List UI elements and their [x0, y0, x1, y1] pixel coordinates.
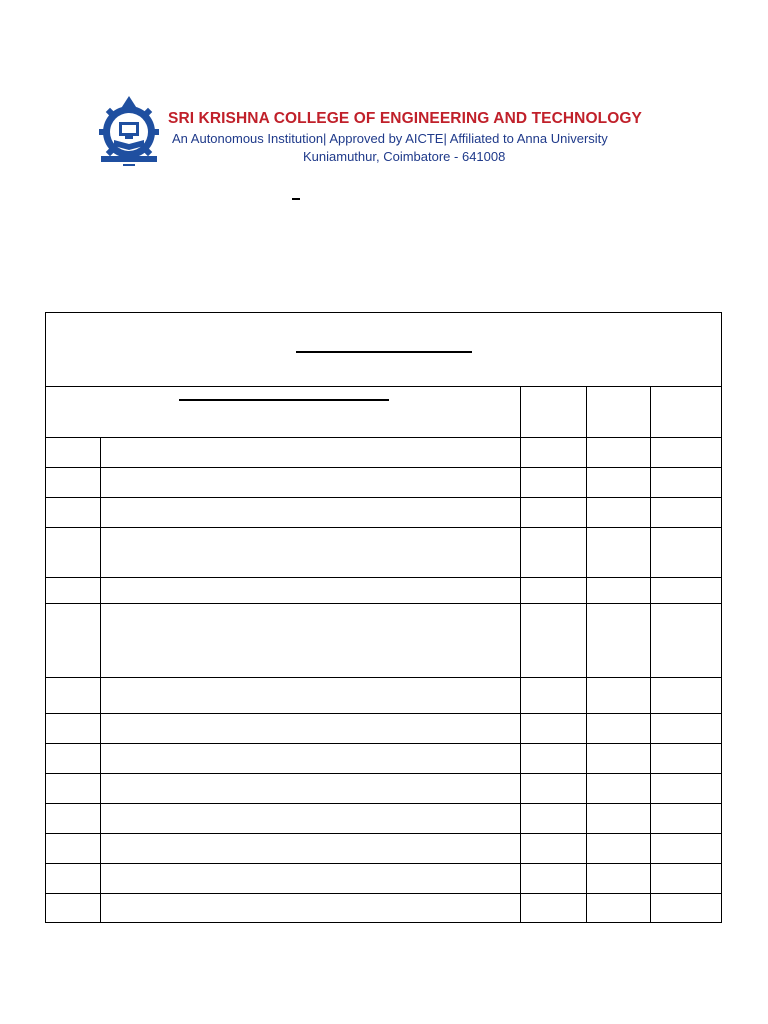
dash-mark	[292, 198, 300, 200]
row-divider	[46, 833, 721, 834]
row-divider	[46, 773, 721, 774]
college-address: Kuniamuthur, Coimbatore - 641008	[303, 149, 506, 164]
header-underline	[179, 399, 389, 401]
title-underline	[296, 351, 472, 353]
row-divider	[46, 803, 721, 804]
letterhead	[96, 94, 696, 174]
row-divider	[46, 677, 721, 678]
row-divider	[46, 863, 721, 864]
row-divider	[46, 603, 721, 604]
row-divider	[46, 577, 721, 578]
college-logo-icon	[98, 94, 160, 172]
row-divider	[46, 437, 721, 438]
row-divider	[46, 743, 721, 744]
row-divider	[46, 497, 721, 498]
table-title-area	[46, 313, 721, 387]
row-divider	[46, 467, 721, 468]
form-table	[45, 312, 722, 923]
college-subtitle: An Autonomous Institution| Approved by AICTE| Affiliated to Anna University	[172, 131, 608, 146]
row-divider	[46, 527, 721, 528]
row-divider	[46, 713, 721, 714]
column-divider	[100, 437, 101, 922]
college-name: SRI KRISHNA COLLEGE OF ENGINEERING AND TECHNOLOGY	[168, 110, 642, 127]
row-divider	[46, 893, 721, 894]
